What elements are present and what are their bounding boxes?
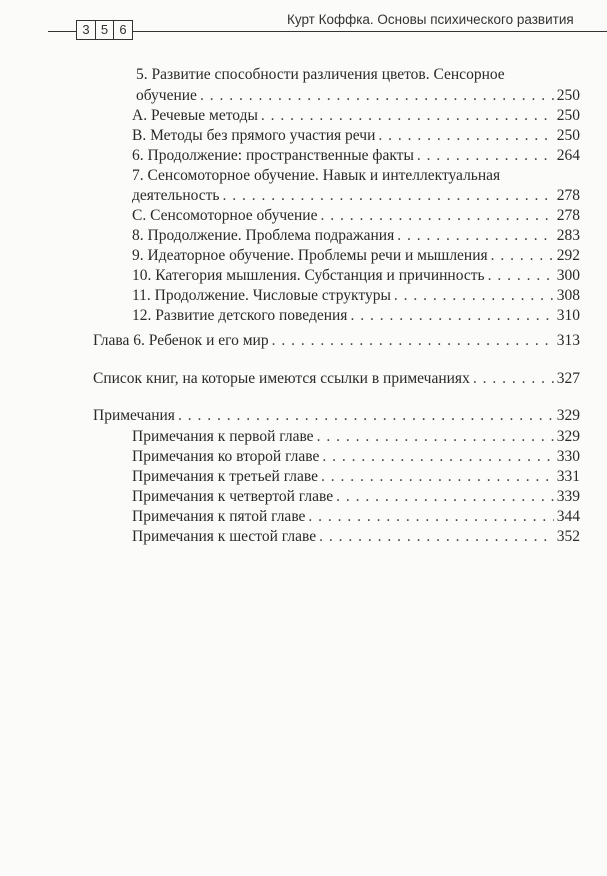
toc-entry-title: 6. Продолжение: пространственные факты bbox=[132, 147, 414, 164]
toc-entry bbox=[93, 368, 580, 389]
toc-entry bbox=[132, 185, 580, 206]
dot-leader bbox=[272, 330, 554, 351]
toc-entry-page: 308 bbox=[556, 287, 580, 304]
toc-entry bbox=[132, 426, 580, 447]
toc-entry-page: 250 bbox=[556, 127, 580, 144]
dot-leader bbox=[317, 426, 554, 447]
dot-leader bbox=[473, 368, 554, 389]
toc-entry-page: 300 bbox=[556, 267, 580, 284]
dot-leader bbox=[378, 125, 553, 146]
dot-leader bbox=[321, 466, 554, 487]
toc-entry bbox=[132, 205, 580, 226]
toc-entry-title: А. Речевые методы bbox=[132, 107, 258, 124]
toc-entry-page: 250 bbox=[556, 87, 580, 104]
toc-entry-page: 278 bbox=[556, 187, 580, 204]
toc-entry bbox=[132, 526, 580, 547]
toc-entry-title: Примечания к четвертой главе bbox=[132, 488, 334, 505]
dot-leader bbox=[417, 145, 554, 166]
toc-entry-title: 11. Продолжение. Числовые структуры bbox=[132, 287, 391, 304]
toc-entry-page: 352 bbox=[556, 528, 580, 545]
toc-entry bbox=[132, 466, 580, 487]
toc-entry-title: 10. Категория мышления. Субстанция и причинность bbox=[132, 267, 485, 284]
toc-entry bbox=[132, 105, 580, 126]
dot-leader bbox=[336, 486, 554, 507]
toc-entry-title: обучение bbox=[136, 87, 197, 104]
toc-entry-page: 250 bbox=[556, 107, 580, 124]
toc-entry-title: Примечания ко второй главе bbox=[132, 448, 320, 465]
toc-entry bbox=[132, 125, 580, 146]
toc-entry-title: Список книг, на которые имеются ссылки в примечаниях bbox=[93, 370, 470, 387]
toc-entry-page: 313 bbox=[556, 332, 580, 349]
toc-entry-page: 330 bbox=[556, 448, 580, 465]
toc-entry bbox=[132, 285, 580, 306]
page-number-digit: 6 bbox=[113, 20, 133, 40]
dot-leader bbox=[261, 105, 554, 126]
toc-entry-page: 278 bbox=[556, 207, 580, 224]
dot-leader bbox=[223, 185, 554, 206]
toc-entry-title: 12. Развитие детского поведения bbox=[132, 307, 348, 324]
toc-entry-line: 5. Развитие способности различения цветов. Сенсорное bbox=[136, 66, 505, 83]
toc-entry bbox=[132, 245, 580, 266]
dot-leader bbox=[491, 245, 554, 266]
dot-leader bbox=[397, 225, 554, 246]
toc-entry-title: 8. Продолжение. Проблема подражания bbox=[132, 227, 395, 244]
toc-entry-title: Примечания к третьей главе bbox=[132, 468, 318, 485]
page-header bbox=[0, 0, 607, 40]
toc-entry-title: 9. Идеаторное обучение. Проблемы речи и мышления bbox=[132, 247, 488, 264]
toc-entry-title: В. Методы без прямого участия речи bbox=[132, 127, 376, 144]
toc-entry-page: 331 bbox=[556, 468, 580, 485]
dot-leader bbox=[350, 305, 553, 326]
toc-entry-page: 292 bbox=[556, 247, 580, 264]
toc-entry-title: Примечания к пятой главе bbox=[132, 508, 306, 525]
toc-entry bbox=[132, 145, 580, 166]
toc-entry-title: Глава 6. Ребенок и его мир bbox=[93, 332, 269, 349]
toc-entry-page: 264 bbox=[556, 147, 580, 164]
toc-entry bbox=[132, 506, 580, 527]
page-number bbox=[76, 20, 132, 40]
toc-entry-title: Примечания к первой главе bbox=[132, 428, 314, 445]
toc-entry-title: деятельность bbox=[132, 187, 220, 204]
toc-entry bbox=[93, 405, 580, 426]
page-number-digit: 3 bbox=[76, 20, 96, 40]
toc-entry bbox=[132, 305, 580, 326]
toc-entry-page: 310 bbox=[556, 307, 580, 324]
dot-leader bbox=[394, 285, 554, 306]
toc-entry-page: 327 bbox=[556, 370, 580, 387]
toc-entry bbox=[132, 486, 580, 507]
running-title: Курт Коффка. Основы психического развития bbox=[287, 12, 574, 27]
toc-entry-page: 283 bbox=[556, 227, 580, 244]
dot-leader bbox=[178, 405, 554, 426]
toc-entry-title: С. Сенсомоторное обучение bbox=[132, 207, 318, 224]
toc-entry bbox=[132, 265, 580, 286]
toc-entry-line: 7. Сенсомоторное обучение. Навык и интеллектуальная bbox=[132, 167, 501, 184]
dot-leader bbox=[322, 446, 553, 467]
toc-entry-page: 329 bbox=[556, 407, 580, 424]
dot-leader bbox=[308, 506, 553, 527]
toc-entry-page: 339 bbox=[556, 488, 580, 505]
toc-entry-page: 329 bbox=[556, 428, 580, 445]
toc-entry bbox=[93, 330, 580, 351]
page-number-digit: 5 bbox=[95, 20, 115, 40]
toc-entry-title: Примечания bbox=[93, 407, 175, 424]
dot-leader bbox=[200, 85, 554, 106]
toc-entry bbox=[132, 446, 580, 467]
dot-leader bbox=[320, 205, 553, 226]
toc-entry-title: Примечания к шестой главе bbox=[132, 528, 317, 545]
toc-entry bbox=[132, 225, 580, 246]
toc-entry bbox=[136, 85, 580, 106]
dot-leader bbox=[488, 265, 554, 286]
toc-entry-page: 344 bbox=[556, 508, 580, 525]
dot-leader bbox=[319, 526, 554, 547]
